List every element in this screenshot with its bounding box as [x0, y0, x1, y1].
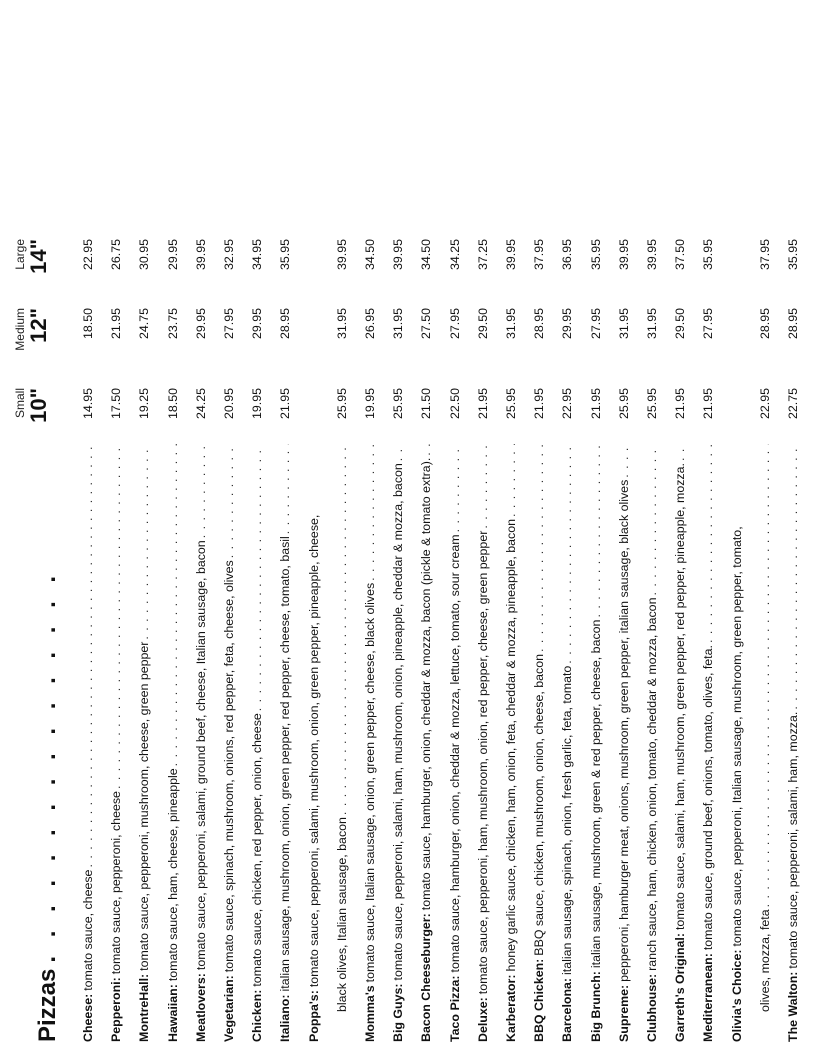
price-large: 39.95	[616, 239, 631, 271]
price-large: 35.95	[278, 239, 293, 271]
pizza-name: Momma's	[363, 985, 377, 1042]
pizza-name: Meatlovers:	[193, 973, 208, 1042]
pizza-item	[416, 0, 436, 1054]
dot-leader	[698, 444, 718, 643]
pizza-name: Chicken:	[250, 989, 265, 1042]
pizza-item	[275, 0, 295, 1054]
price-large: 39.95	[334, 239, 349, 271]
price-medium: 18.50	[81, 308, 95, 340]
price-large: 34.95	[250, 239, 265, 271]
pizza-description: tomato sauce, spinach, mushroom, onions, red pepper, feta, cheese, olives	[222, 560, 236, 973]
price-large: 35.95	[786, 239, 800, 271]
dot-leader	[783, 444, 803, 710]
dot-leader	[473, 444, 493, 529]
pizza-item-text	[783, 444, 803, 1042]
price-large: 39.95	[504, 239, 518, 271]
pizza-description: tomato sauce, pepperoni, salami, mushroom, onion, green pepper, pineapple, cheese,	[306, 514, 321, 988]
price-medium: 27.95	[701, 308, 716, 340]
pizza-item-text	[247, 444, 267, 1042]
pizza-name: Italiano:	[278, 994, 293, 1042]
pizza-name: Poppa's:	[306, 990, 321, 1042]
price-small: 22.75	[786, 388, 800, 420]
pizza-name: Olivia's Choice:	[729, 949, 744, 1042]
pizza-name: Bacon Cheeseburger:	[419, 913, 434, 1042]
pizza-name: Big Brunch:	[588, 971, 603, 1042]
pizza-description: tomato sauce, pepperoni, mushroom, cheese, green pepper	[137, 641, 152, 971]
price-medium: 27.95	[447, 308, 462, 340]
price-small: 21.95	[588, 388, 603, 420]
pizza-name: Garreth's Original:	[673, 933, 688, 1042]
pizza-item-text-continued	[332, 444, 352, 1012]
pizza-description: tomato sauce, chicken, red pepper, onion, cheese	[250, 713, 265, 987]
pizza-name: Taco Pizza:	[447, 975, 462, 1042]
dot-leader	[275, 444, 295, 534]
dot-leader	[586, 444, 606, 618]
price-small: 22.95	[757, 388, 772, 420]
price-medium: 28.95	[278, 308, 293, 340]
pizza-item-text	[275, 444, 295, 1042]
pizza-name: Karberator:	[504, 974, 518, 1042]
pizza-item	[388, 0, 408, 1054]
size-inch-large: 14"	[26, 239, 51, 274]
price-small: 22.95	[560, 388, 575, 420]
price-large: 39.95	[391, 239, 406, 271]
price-small: 19.25	[137, 388, 152, 420]
price-medium: 28.95	[786, 308, 800, 340]
price-small: 21.95	[701, 388, 716, 420]
menu-title-row	[34, 572, 62, 1042]
price-medium: 31.95	[645, 308, 659, 340]
price-medium: 29.95	[560, 308, 575, 340]
pizza-item	[501, 0, 521, 1054]
pizza-name: Big Guys:	[391, 983, 406, 1042]
pizza-item-text	[388, 444, 408, 1042]
size-inch-small: 10"	[26, 388, 51, 423]
pizza-item-text	[727, 444, 747, 1042]
price-medium: 21.95	[109, 308, 124, 340]
dot-leader	[755, 444, 775, 907]
price-large: 22.95	[81, 239, 95, 271]
price-medium: 26.95	[363, 308, 377, 340]
pizza-item	[783, 0, 803, 1054]
pizza-name: Cheese:	[81, 993, 95, 1042]
pizza-description: tomato sauce, pepperoni, salami, ham, mushroom, onion, pineapple, cheddar & mozza, bacon	[391, 463, 406, 981]
price-small: 21.50	[419, 388, 434, 420]
dot-leader	[614, 444, 634, 478]
pizza-description: tomato sauce, pepperoni, cheese	[109, 791, 124, 975]
price-large: 37.95	[757, 239, 772, 271]
pizza-item-text	[416, 444, 436, 1042]
title-dot-leader	[34, 572, 62, 963]
price-large: 26.75	[109, 239, 124, 271]
dot-leader	[78, 444, 98, 868]
pizza-item	[727, 0, 747, 1054]
pizza-item	[473, 0, 493, 1054]
price-medium: 31.95	[504, 308, 518, 340]
size-inch-medium: 12"	[26, 308, 51, 343]
price-small: 14.95	[81, 388, 95, 420]
pizza-description: tomato sauce, pepperoni, salami, ground beef, cheese, Italian sausage, bacon	[193, 540, 208, 971]
pizza-name: BBQ Chicken:	[532, 958, 547, 1042]
pizza-name: Vegetarian:	[222, 975, 236, 1042]
pizza-item-text	[304, 444, 324, 1042]
price-large: 37.95	[532, 239, 547, 271]
dot-leader	[134, 444, 154, 640]
price-medium: 27.50	[419, 308, 434, 340]
pizza-item-continuation	[755, 0, 775, 1054]
price-large: 37.50	[673, 239, 688, 271]
dot-leader	[501, 444, 521, 517]
pizza-name: Hawaiian:	[165, 984, 180, 1042]
price-small: 19.95	[250, 388, 265, 420]
price-medium: 29.50	[475, 308, 490, 340]
pizza-name: Barcelona:	[560, 977, 575, 1042]
size-header-small	[14, 388, 51, 448]
price-large: 36.95	[560, 239, 575, 271]
pizza-name: Mediterranean:	[701, 953, 716, 1042]
pizza-item	[642, 0, 662, 1054]
pizza-description: italian sausage, mushroom, onion, green pepper, red pepper, cheese, tomato, basil	[278, 536, 293, 992]
price-small: 18.50	[165, 388, 180, 420]
pizza-item	[586, 0, 606, 1054]
price-large: 34.50	[419, 239, 434, 271]
price-large: 35.95	[588, 239, 603, 271]
price-small: 25.95	[334, 388, 349, 420]
price-small: 19.95	[363, 388, 377, 420]
size-label-medium: Medium	[13, 308, 27, 351]
price-small: 25.95	[504, 388, 518, 420]
price-large: 37.25	[475, 239, 490, 271]
price-small: 21.95	[475, 388, 490, 420]
pizza-item-text	[501, 444, 521, 1042]
price-large: 30.95	[137, 239, 152, 271]
pizza-item	[247, 0, 267, 1054]
pizza-description: tomato sauce, salami, ham, mushroom, green pepper, red pepper, pineapple, mozza.	[673, 463, 688, 931]
price-large: 35.95	[701, 239, 716, 271]
pizza-item	[557, 0, 577, 1054]
size-label-small: Small	[13, 388, 27, 419]
price-large: 39.95	[193, 239, 208, 271]
price-medium: 27.95	[222, 308, 236, 340]
pizza-item-text	[78, 444, 98, 1042]
pizza-name: Deluxe:	[475, 997, 490, 1042]
pizza-description: ranch sauce, ham, chicken, onion, tomato, cheddar & mozza, bacon	[645, 597, 659, 971]
pizza-item	[360, 0, 380, 1054]
dot-leader	[106, 444, 126, 789]
price-small: 25.95	[391, 388, 406, 420]
pizza-item-text	[445, 444, 465, 1042]
pizza-description-continued: black olives, Italian sausage, bacon	[334, 817, 349, 1012]
pizza-item	[134, 0, 154, 1054]
dot-leader	[219, 444, 239, 558]
size-header-medium	[14, 308, 51, 368]
pizza-item	[614, 0, 634, 1054]
dot-leader	[529, 444, 549, 652]
pizza-item-text	[163, 444, 183, 1042]
pizza-description: honey garlic sauce, chicken, ham, onion, feta, cheddar & mozza, pineapple, bacon	[504, 518, 518, 972]
price-small: 17.50	[109, 388, 124, 420]
price-small: 21.95	[673, 388, 688, 420]
pizza-item-text	[191, 444, 211, 1042]
pizza-description: pepperoni, hamburger meat, onions, mushroom, green pepper, italian sausage, black olives	[616, 479, 631, 982]
size-label-large: Large	[13, 239, 27, 270]
dot-leader	[416, 444, 436, 456]
dot-leader	[642, 444, 662, 596]
price-small: 25.95	[616, 388, 631, 420]
pizza-item-continuation	[332, 0, 352, 1054]
pizza-description: tomato sauce, ground beef, onions, tomato, olives, feta.	[701, 645, 716, 951]
pizza-description: BBQ sauce, chicken, mushroom, onion, cheese, bacon	[532, 654, 547, 956]
pizza-name: Supreme:	[616, 984, 631, 1042]
price-small: 25.95	[645, 388, 659, 420]
pizza-description: tomato sauce, pepperoni, ham, mushroom, onion, red pepper, cheese, green pepper	[475, 530, 490, 995]
pizza-description: italian sausage, mushroom, green & red pepper, cheese, bacon	[588, 619, 603, 969]
pizza-description: italian sausage, spinach, onion, fresh garlic, feta, tomato	[560, 665, 575, 975]
price-medium: 31.95	[616, 308, 631, 340]
pizza-item-text-continued	[755, 444, 775, 1012]
price-medium: 29.50	[673, 308, 688, 340]
price-large: 29.95	[165, 239, 180, 271]
dot-leader	[332, 444, 352, 815]
dot-leader	[191, 444, 211, 538]
menu-title: Pizzas	[34, 968, 61, 1042]
pizza-item	[163, 0, 183, 1054]
price-medium: 28.95	[532, 308, 547, 340]
pizza-item	[78, 0, 98, 1054]
pizza-item-text	[586, 444, 606, 1042]
dot-leader	[557, 444, 577, 664]
pizza-item-text	[219, 444, 239, 1042]
size-header-large	[14, 239, 51, 299]
price-medium: 27.95	[588, 308, 603, 340]
pizza-name: MontreHall:	[137, 973, 152, 1042]
price-medium: 24.75	[137, 308, 152, 340]
pizza-description: tomato sauce, hamburger, onion, cheddar & mozza, bacon (pickle & tomato extra).	[419, 457, 434, 911]
dot-leader	[247, 444, 267, 711]
pizza-item-text	[106, 444, 126, 1042]
pizza-item	[106, 0, 126, 1054]
pizza-description: tomato sauce, ham, cheese, pineapple	[165, 768, 180, 982]
price-large: 34.25	[447, 239, 462, 271]
pizza-item	[670, 0, 690, 1054]
pizza-description: tomato sauce, pepperoni, salami, ham, mozza.	[786, 711, 800, 969]
pizza-item	[191, 0, 211, 1054]
dot-leader	[163, 444, 183, 766]
price-medium: 31.95	[391, 308, 406, 340]
pizza-item-text	[557, 444, 577, 1042]
price-large: 39.95	[645, 239, 659, 271]
price-small: 21.95	[278, 388, 293, 420]
price-large: 32.95	[222, 239, 236, 271]
pizza-description: tomato sauce, pepperoni, Italian sausage, mushroom, green pepper, tomato,	[729, 526, 744, 947]
price-medium: 29.95	[193, 308, 208, 340]
dot-leader	[445, 444, 465, 532]
pizza-item-text	[642, 444, 662, 1042]
dot-leader	[670, 444, 690, 461]
pizza-name: Clubhouse:	[645, 973, 659, 1042]
pizza-name: The Walton:	[786, 971, 800, 1042]
pizza-item-text	[614, 444, 634, 1042]
price-medium: 23.75	[165, 308, 180, 340]
pizza-name: Pepperoni:	[109, 977, 124, 1042]
pizza-description: tomato sauce, Italian sausage, onion, green pepper, cheese, black olives	[363, 582, 377, 983]
price-small: 21.95	[532, 388, 547, 420]
price-small: 22.50	[447, 388, 462, 420]
pizza-description: tomato sauce, hamburger, onion, cheddar & mozza, lettuce, tomato, sour cream	[447, 534, 462, 973]
price-medium: 28.95	[757, 308, 772, 340]
pizza-description-continued: olives, mozza, feta	[757, 909, 772, 1012]
pizza-item-text	[473, 444, 493, 1042]
pizza-item-text	[134, 444, 154, 1042]
pizza-item-text	[670, 444, 690, 1042]
price-small: 24.25	[193, 388, 208, 420]
pizza-item-text	[698, 444, 718, 1042]
pizza-description: tomato sauce, cheese	[81, 869, 95, 991]
pizza-item	[445, 0, 465, 1054]
dot-leader	[388, 444, 408, 461]
pizza-item-text	[529, 444, 549, 1042]
price-medium: 29.95	[250, 308, 265, 340]
price-medium: 31.95	[334, 308, 349, 340]
price-small: 20.95	[222, 388, 236, 420]
price-large: 34.50	[363, 239, 377, 271]
pizza-item	[698, 0, 718, 1054]
dot-leader	[360, 444, 380, 581]
pizza-item	[529, 0, 549, 1054]
pizza-item	[219, 0, 239, 1054]
pizza-item-text	[360, 444, 380, 1042]
pizza-item	[304, 0, 324, 1054]
